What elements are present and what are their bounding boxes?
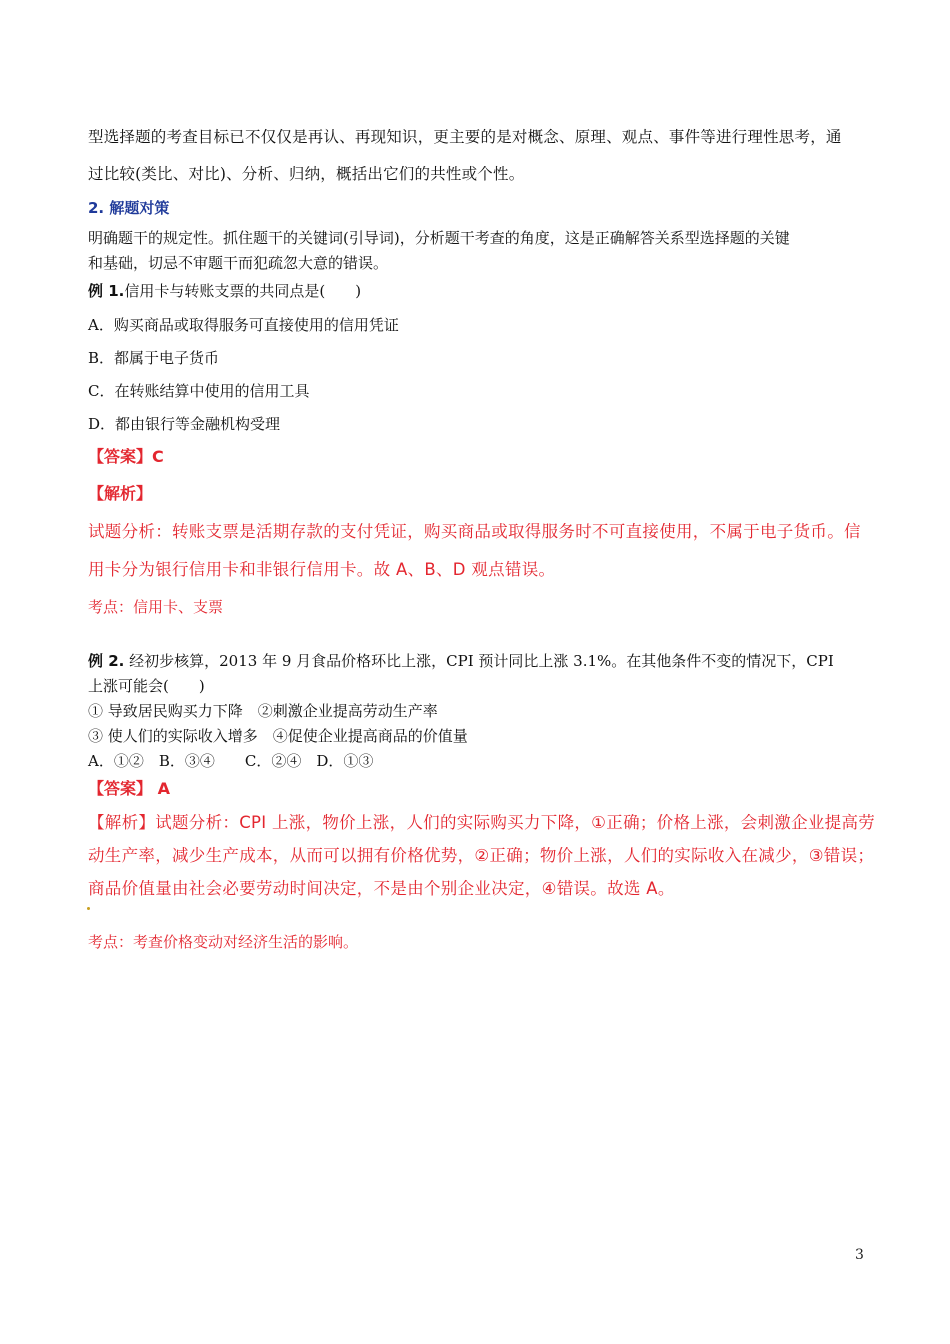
example-2-question-text: 经初步核算，2013 年 9 月食品价格环比上涨，CPI 预计同比上涨 3.1%。在其他条件不变的情况下，CPI — [124, 652, 834, 670]
example-2-question-line-1 — [88, 651, 868, 671]
example-1-option-a: A．购买商品或取得服务可直接使用的信用凭证 — [88, 316, 399, 334]
intro-line-1: 型选择题的考查目标已不仅仅是再认、再现知识，更主要的是对概念、原理、观点、事件等进行理性思考，通 — [88, 128, 842, 146]
section-title: 2. 解题对策 — [88, 199, 170, 217]
example-2-options: A．①② B．③④ C．②④ D．①③ — [88, 752, 374, 770]
example-1-option-d: D．都由银行等金融机构受理 — [88, 415, 281, 433]
example-1-option-b: B．都属于电子货币 — [88, 349, 220, 367]
example-2-statement-line-2: ③ 使人们的实际收入增多 ④促使企业提高商品的价值量 — [88, 727, 468, 745]
example-1-analysis-line-2: 用卡分为银行信用卡和非银行信用卡。故 A、B、D 观点错误。 — [88, 560, 556, 579]
example-2-statement-line-1: ① 导致居民购买力下降 ②刺激企业提高劳动生产率 — [88, 702, 438, 720]
example-1-kaodian: 考点：信用卡、支票 — [88, 598, 224, 616]
example-2-kaodian: 考点：考查价格变动对经济生活的影响。 — [88, 933, 359, 951]
example-2-label: 例 2. — [88, 652, 125, 670]
example-2-analysis-line-3: 商品价值量由社会必要劳动时间决定，不是由个别企业决定，④错误。故选 A。 — [88, 879, 675, 898]
example-2-question-line-2: 上涨可能会( ) — [88, 677, 205, 695]
section-paragraph-line-2: 和基础，切忌不审题干而犯疏忽大意的错误。 — [88, 254, 389, 272]
example-2-analysis-line-1: 【解析】试题分析：CPI 上涨，物价上涨，人们的实际购买力下降，①正确；价格上涨，会刺激企业提高劳 — [88, 813, 876, 832]
example-2-analysis-line-2: 动生产率，减少生产成本，从而可以拥有价格优势，②正确；物价上涨，人们的实际收入在减少，③错误； — [88, 846, 875, 865]
intro-line-2: 过比较(类比、对比)、分析、归纳，概括出它们的共性或个性。 — [88, 165, 525, 183]
example-1-answer: 【答案】C — [88, 447, 164, 466]
example-1-label: 例 1. — [88, 282, 125, 300]
example-1-option-c: C．在转账结算中使用的信用工具 — [88, 382, 310, 400]
example-1-question-text: 信用卡与转账支票的共同点是( ) — [124, 282, 362, 300]
section-paragraph-line-1: 明确题干的规定性。抓住题干的关键词(引导词)，分析题干考查的角度，这是正确解答关系型选择题的关键 — [88, 229, 790, 247]
example-1-analysis-label: 【解析】 — [88, 484, 153, 503]
example-1-question — [88, 281, 868, 301]
stray-dot-mark — [87, 907, 90, 910]
page-number: 3 — [855, 1247, 864, 1263]
example-1-analysis-line-1: 试题分析：转账支票是活期存款的支付凭证，购买商品或取得服务时不可直接使用，不属于电子货币。信 — [88, 522, 861, 541]
example-2-answer: 【答案】 A — [88, 779, 170, 798]
